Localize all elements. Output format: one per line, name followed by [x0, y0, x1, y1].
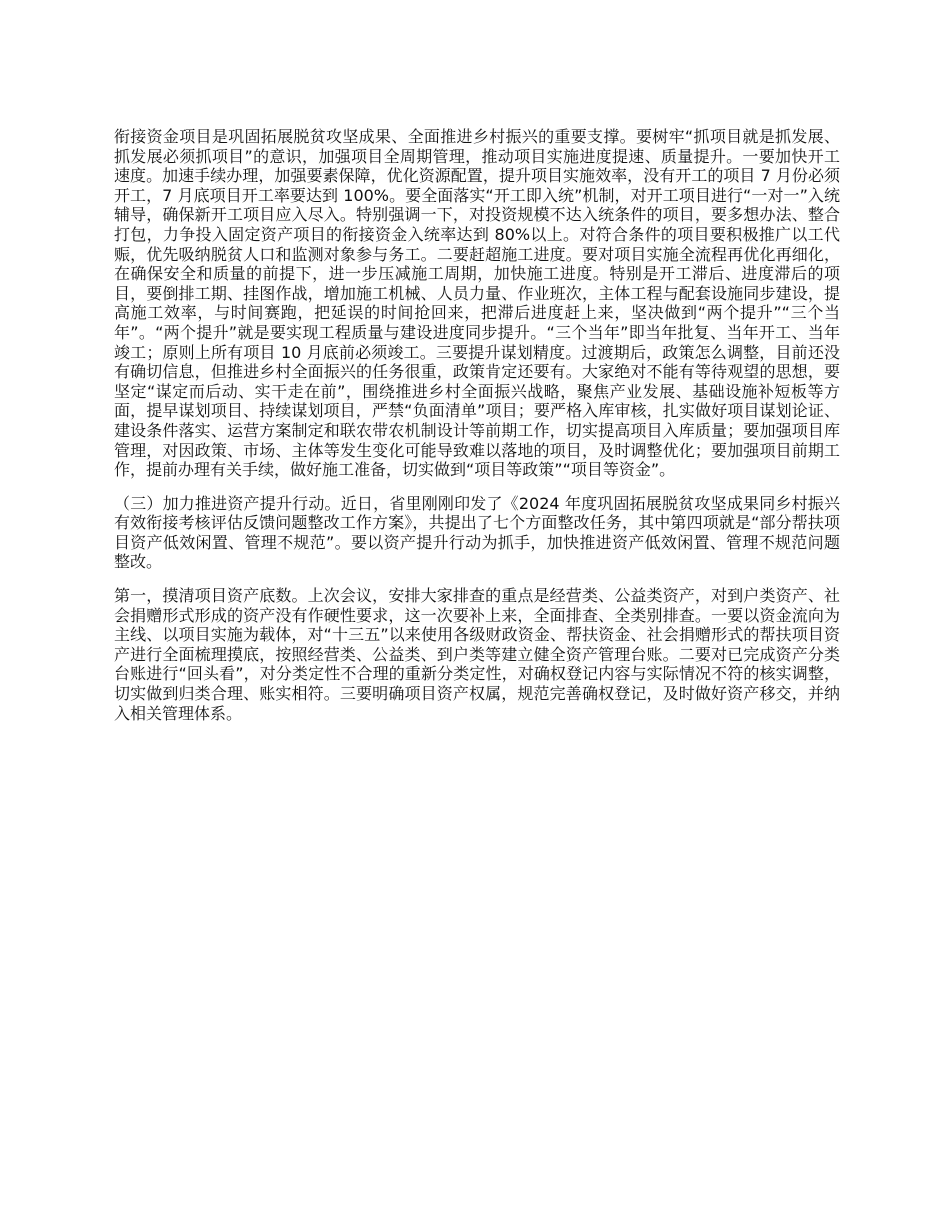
paragraph-asset-inventory: 第一，摸清项目资产底数。上次会议，安排大家排查的重点是经营类、公益类资产，对到户类资产、社会捐赠形式形成的资产没有作硬性要求，这一次要补上来，全面排查、全类别排查。一要以资金流向为主线、以项目实施为载体，对“十三五”以来使用各级财政资金、帮扶资金、社会捐赠形式的帮扶项目资产进行全面梳理摸底，按照经营类、公益类、到户类等建立健全资产管理台账。二要对已完成资产分类台账进行“回头看”，对分类定性不合理的重新分类定性，对确权登记内容与实际情况不符的核实调整，切实做到归类合理、账实相符。三要明确项目资产权属，规范完善确权登记，及时做好资产移交，并纳入相关管理体系。 — [114, 586, 840, 723]
paragraph-asset-improvement: （三）加力推进资产提升行动。近日，省里刚刚印发了《2024 年度巩固拓展脱贫攻坚成果同乡村振兴有效衔接考核评估反馈问题整改工作方案》，共提出了七个方面整改任务，其中第四项就是“部分帮扶项目资产低效闲置、管理不规范”。要以资产提升行动为抓手，加快推进资产低效闲置、管理不规范问题整改。 — [114, 493, 840, 572]
document-body — [114, 127, 840, 737]
paragraph-project-progress: 衔接资金项目是巩固拓展脱贫攻坚成果、全面推进乡村振兴的重要支撑。要树牢“抓项目就是抓发展、抓发展必须抓项目”的意识，加强项目全周期管理，推动项目实施进度提速、质量提升。一要加快开工速度。加速手续办理，加强要素保障，优化资源配置，提升项目实施效率，没有开工的项目 7 月份必须开工，7 月底项目开工率要达到 100%。要全面落实“开工即入统”机制，对开工项目进行“一对一”入统辅导，确保新开工项目应入尽入。特别强调一下，对投资规模不达入统条件的项目，要多想办法、整合打包，力争投入固定资产项目的衔接资金入统率达到 80%以上。对符合条件的项目要积极推广以工代赈，优先吸纳脱贫人口和监测对象参与务工。二要赶超施工进度。要对项目实施全流程再优化再细化，在确保安全和质量的前提下，进一步压减施工周期，加快施工进度。特别是开工滞后、进度滞后的项目，要倒排工期、挂图作战，增加施工机械、人员力量、作业班次，主体工程与配套设施同步建设，提高施工效率，与时间赛跑，把延误的时间抢回来，把滞后进度赶上来，坚决做到“两个提升”“三个当年”。“两个提升”就是要实现工程质量与建设进度同步提升。“三个当年”即当年批复、当年开工、当年竣工；原则上所有项目 10 月底前必须竣工。三要提升谋划精度。过渡期后，政策怎么调整，目前还没有确切信息，但推进乡村全面振兴的任务很重，政策肯定还要有。大家绝对不能有等待观望的思想，要坚定“谋定而后动、实干走在前”，围绕推进乡村全面振兴战略，聚焦产业发展、基础设施补短板等方面，提早谋划项目、持续谋划项目，严禁“负面清单”项目；要严格入库审核，扎实做好项目谋划论证、建设条件落实、运营方案制定和联农带农机制设计等前期工作，切实提高项目入库质量；要加强项目库管理，对因政策、市场、主体等发生变化可能导致难以落地的项目，及时调整优化；要加强项目前期工作，提前办理有关手续，做好施工准备，切实做到“项目等政策”“项目等资金”。 — [114, 127, 840, 480]
